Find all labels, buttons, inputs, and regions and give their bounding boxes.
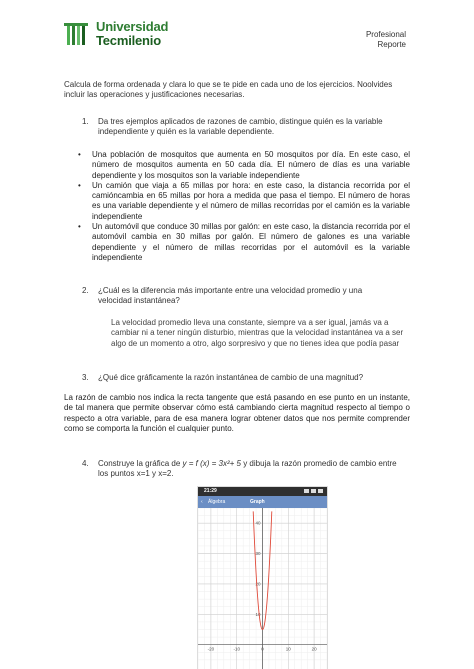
x-tick-label: 0 bbox=[261, 646, 264, 652]
x-tick-label: 20 bbox=[311, 646, 317, 652]
example-1-text: Una población de mosquitos que aumenta en 50 mosquitos por día. En este caso, el número de mosquitos aumenta en 50 cada día. El número de días es una variable dependiente y los mosquitos son la variable independiente bbox=[92, 150, 410, 180]
wifi-icon bbox=[311, 489, 316, 493]
back-button-label[interactable]: Álgebra bbox=[208, 499, 226, 505]
x-tick-label: -10 bbox=[233, 646, 240, 652]
header-reporte: Reporte bbox=[377, 40, 406, 49]
question-1-number: 1. bbox=[82, 117, 89, 126]
examples-list bbox=[64, 150, 410, 263]
question-3-number: 3. bbox=[82, 373, 89, 382]
question-2-number: 2. bbox=[82, 286, 89, 295]
y-tick-label: 40 bbox=[255, 520, 261, 526]
status-bar bbox=[198, 487, 327, 496]
battery-icon bbox=[318, 489, 323, 493]
logo-line2: Tecmilenio bbox=[96, 33, 161, 48]
header-profesional: Profesional bbox=[365, 30, 406, 39]
y-tick-label: 20 bbox=[255, 581, 261, 587]
app-bar bbox=[198, 496, 327, 508]
example-2-text: Un camión que viaja a 65 millas por hora: en este caso, la distancia recorrida por el camióncambia en 65 millas por hora a medida que pasa el tiempo. El número de horas es una variable dependiente y el número de millas recorridas por el camión es la variable independiente bbox=[92, 180, 410, 221]
question-2-text: ¿Cuál es la diferencia más importante entre una velocidad promedio y una velocidad instantánea? bbox=[98, 286, 363, 306]
question-3-text: ¿Qué dice gráficamente la razón instantánea de cambio de una magnitud? bbox=[98, 373, 364, 382]
list-item: • Una población de mosquitos que aumenta en 50 mosquitos por día. En este caso, el número de mosquitos aumenta en 50 cada día. El número de días es una variable dependiente y los mosquitos son la variable independiente bbox=[78, 150, 410, 180]
y-tick-label: 30 bbox=[255, 551, 261, 557]
tecmilenio-logo-icon bbox=[64, 21, 92, 47]
header-right bbox=[366, 30, 406, 50]
function-graph[interactable] bbox=[198, 508, 327, 669]
list-item: • Un camión que viaja a 65 millas por hora: en este caso, la distancia recorrida por el camióncambia en 65 millas por hora a medida que pasa el tiempo. El número de horas es una variable dependiente y el número de millas recorridas por el camión es la variable independiente bbox=[78, 180, 410, 221]
phone-screenshot bbox=[198, 487, 327, 669]
university-logo bbox=[64, 20, 168, 47]
list-item: • Un automóvil que conduce 30 millas por galón: en este caso, la distancia recorrida por el automóvil cambia en 30 millas por galón. El número de galones es una variable dependiente y el número de millas recorridas por el automóvil es la variable independiente bbox=[78, 222, 410, 262]
example-3-text: Un automóvil que conduce 30 millas por galón: en este caso, la distancia recorrida por el automóvil cambia en 30 millas por galón. El número de galones es una variable dependiente y el número de millas recorridas por el automóvil es la variable independiente bbox=[92, 222, 410, 262]
question-4-text: Construye la gráfica de y = f (x) = 3x²+ 5 y dibuja la razón promedio de cambio entre los puntos x=1 y x=2. bbox=[98, 459, 397, 479]
signal-icon bbox=[304, 489, 309, 493]
question-1-text: Da tres ejemplos aplicados de razones de cambio, distingue quién es la variable independiente y quién es la variable dependiente. bbox=[98, 117, 383, 137]
logo-line1: Universidad bbox=[96, 19, 169, 34]
question-4-formula: y = f (x) = 3x²+ 5 bbox=[182, 459, 241, 468]
status-time: 21:29 bbox=[204, 488, 217, 494]
question-4-number: 4. bbox=[82, 459, 89, 468]
x-tick-label: 10 bbox=[285, 646, 291, 652]
answer-3-text: La razón de cambio nos indica la recta tangente que está pasando en ese punto en un instante, de tal manera que permite observar cómo está cambiando cierta magnitud respecto al tiempo o respecto a otra variable, para de esa manera lograr obtener datos que nos permite comprender como se comporta la función el cualquier punto. bbox=[64, 393, 410, 433]
status-icons bbox=[304, 489, 323, 493]
app-bar-title: Graph bbox=[250, 499, 265, 505]
back-arrow-icon[interactable]: ‹ bbox=[201, 499, 203, 505]
y-tick-label: 10 bbox=[255, 611, 261, 617]
answer-2-text: La velocidad promedio lleva una constante, siempre va a ser igual, jamás va a cambiar ni a tener ningún disturbio, mientras que la velocidad instantánea va a ser algo de un momento a otro, algo sorpresivo y que no tienes idea que podía pasar bbox=[111, 318, 404, 348]
instructions-text: Calcula de forma ordenada y clara lo que se te pide en cada uno de los ejercicios. Noolvides incluir las operaciones y justificaciones necesarias. bbox=[64, 80, 393, 100]
x-tick-label: -20 bbox=[207, 646, 215, 652]
